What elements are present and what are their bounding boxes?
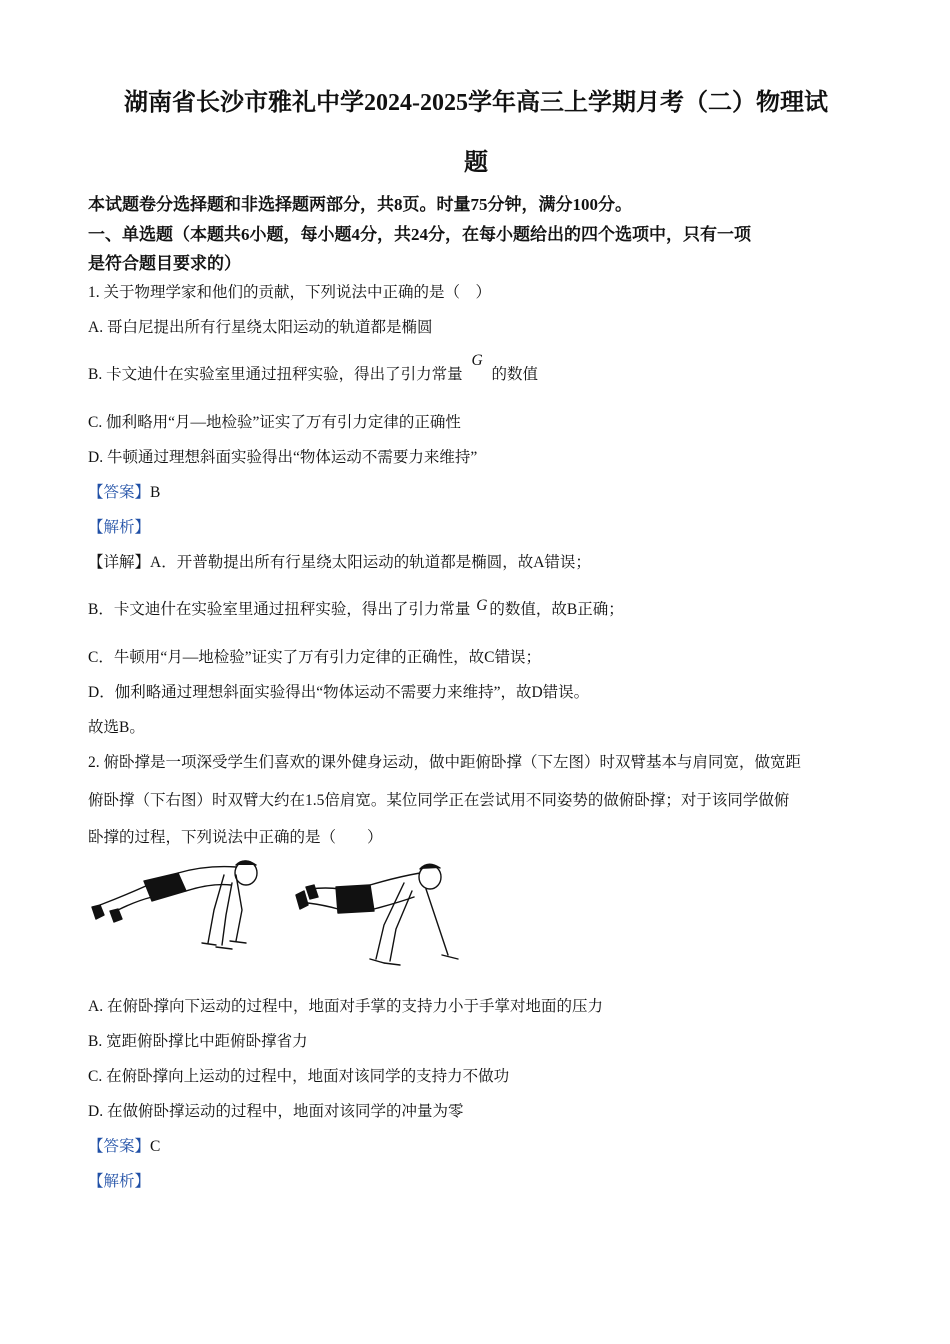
q1-analysis-label: 【解析】: [88, 519, 151, 536]
q1-detail-c: C．牛顿用“月—地检验”证实了万有引力定律的正确性，故C错误；: [88, 649, 541, 666]
wide-grip-pushup-image: [292, 855, 462, 970]
q2-stem-line3: 卧撑的过程，下列说法中正确的是（ ）: [88, 829, 383, 846]
medium-grip-pushup-image: [86, 855, 266, 955]
q2-analysis-label: 【解析】: [88, 1173, 151, 1190]
detail-b-text: B．卡文迪什在实验室里通过扭秤实验，得出了引力常量: [88, 601, 471, 618]
q2-option-b: B. 宽距俯卧撑比中距俯卧撑省力: [88, 1033, 308, 1050]
detail-label: 【详解】: [88, 554, 151, 571]
q1-answer: [88, 482, 160, 504]
answer-value: B: [150, 484, 161, 501]
detail-b-text-end: 的数值，故B正确；: [489, 601, 624, 618]
answer-label: 【答案】: [88, 484, 151, 501]
q2-option-a: A. 在俯卧撑向下运动的过程中，地面对手掌的支持力小于手掌对地面的压力: [88, 998, 603, 1015]
q2-option-d: D. 在做俯卧撑运动的过程中，地面对该同学的冲量为零: [88, 1103, 464, 1120]
document-title-line2: 题: [464, 150, 488, 176]
exam-intro: 本试题卷分选择题和非选择题两部分，共8页。时量75分钟，满分100分。: [88, 195, 632, 214]
q2-stem-line2: 俯卧撑（下右图）时双臂大约在1.5倍肩宽。某位同学正在尝试用不同姿势的做俯卧撑；对于该同学做俯: [88, 792, 790, 809]
gravitational-constant-symbol: G: [471, 352, 483, 369]
gravitational-constant-symbol: G: [476, 597, 488, 614]
q1-stem: 1. 关于物理学家和他们的贡献，下列说法中正确的是（ ）: [88, 284, 492, 301]
q1-option-b: [88, 352, 539, 386]
q2-answer: [88, 1136, 160, 1158]
q1-option-a: A. 哥白尼提出所有行星绕太阳运动的轨道都是椭圆: [88, 319, 433, 336]
q1-conclusion: 故选B。: [88, 719, 145, 736]
q1-option-b-text-end: 的数值: [491, 366, 539, 383]
section-heading-line1: 一、单选题（本题共6小题，每小题4分，共24分，在每小题给出的四个选项中，只有一项: [88, 225, 751, 244]
detail-a-text: A．开普勒提出所有行星绕太阳运动的轨道都是椭圆，故A错误；: [150, 554, 591, 571]
q1-option-c: C. 伽利略用“月—地检验”证实了万有引力定律的正确性: [88, 414, 461, 431]
q1-option-b-text: B. 卡文迪什在实验室里通过扭秤实验，得出了引力常量: [88, 366, 463, 383]
q2-option-c: C. 在俯卧撑向上运动的过程中，地面对该同学的支持力不做功: [88, 1068, 510, 1085]
q1-option-d: D. 牛顿通过理想斜面实验得出“物体运动不需要力来维持”: [88, 449, 478, 466]
answer-label: 【答案】: [88, 1138, 151, 1155]
q1-detail-a: [88, 552, 591, 574]
q1-detail-b: [88, 599, 624, 621]
document-title-line1: 湖南省长沙市雅礼中学2024-2025学年高三上学期月考（二）物理试: [124, 90, 828, 116]
section-heading-line2: 是符合题目要求的）: [88, 254, 241, 273]
answer-value: C: [150, 1138, 161, 1155]
q1-detail-d: D．伽利略通过理想斜面实验得出“物体运动不需要力来维持”，故D错误。: [88, 684, 590, 701]
q2-stem-line1: 2. 俯卧撑是一项深受学生们喜欢的课外健身运动，做中距俯卧撑（下左图）时双臂基本与肩同宽，做宽距: [88, 754, 802, 771]
